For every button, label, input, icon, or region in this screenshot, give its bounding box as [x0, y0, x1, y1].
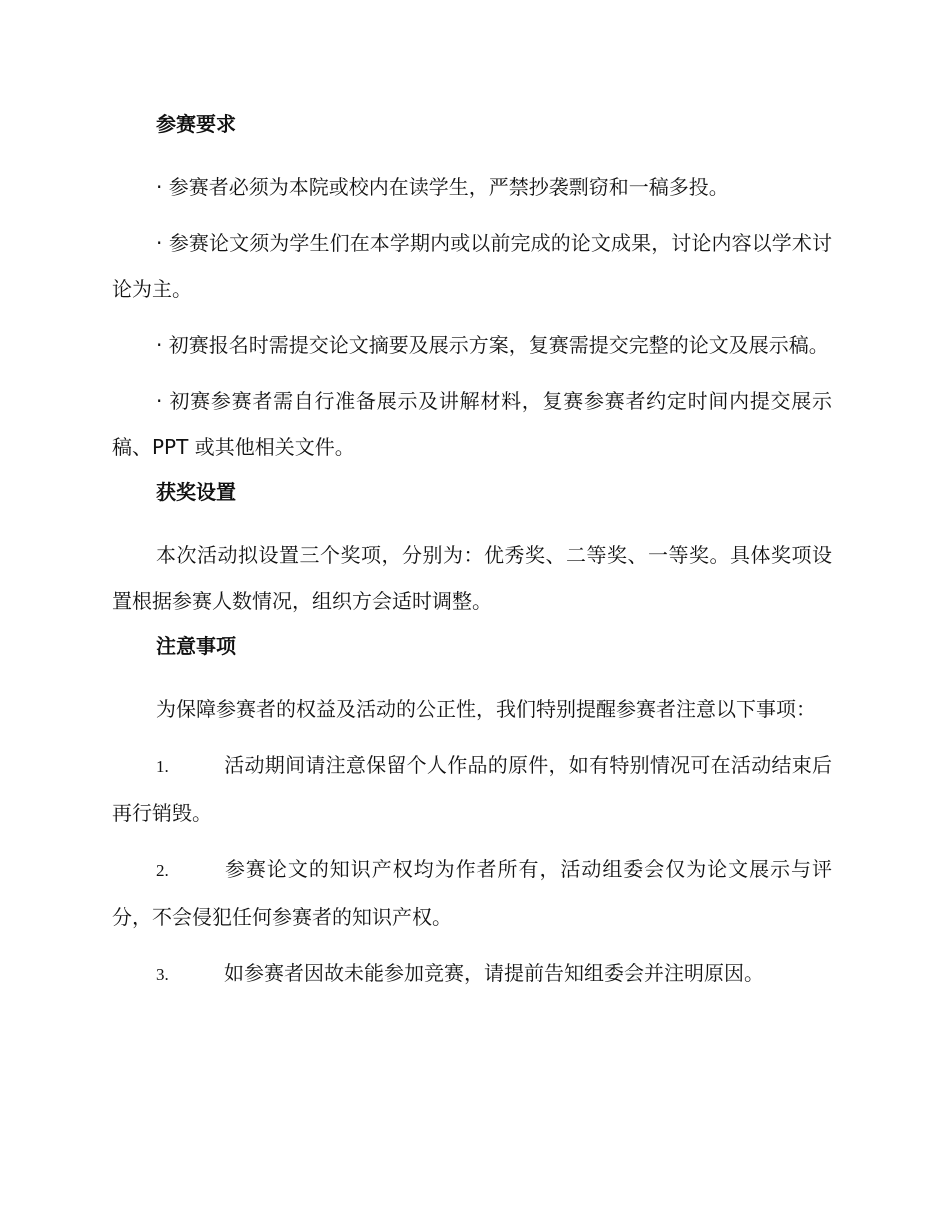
section-heading: 注意事项 — [156, 634, 236, 658]
item-number: 1. — [156, 757, 169, 776]
section-requirements — [112, 112, 832, 470]
item-text: 参赛论文的知识产权均为作者所有，活动组委会仅为论文展示与评分，不会侵犯任何参赛者的知识产权。 — [112, 857, 832, 929]
bullet-item: · 初赛参赛者需自行准备展示及讲解材料，复赛参赛者约定时间内提交展示稿、PPT 或其他相关文件。 — [112, 389, 832, 459]
bullet-item: · 参赛者必须为本院或校内在读学生，严禁抄袭剽窃和一稿多投。 — [156, 175, 729, 199]
numbered-item — [112, 742, 832, 836]
section-notes — [112, 634, 832, 998]
bullet-item: · 参赛论文须为学生们在本学期内或以前完成的论文成果，讨论内容以学术讨论为主。 — [112, 231, 832, 301]
item-text: 活动期间请注意保留个人作品的原件，如有特别情况可在活动结束后再行销毁。 — [112, 753, 832, 825]
section-heading: 获奖设置 — [156, 480, 236, 504]
item-number: 2. — [156, 861, 169, 880]
section-awards — [112, 480, 832, 624]
bullet-item: · 初赛报名时需提交论文摘要及展示方案，复赛需提交完整的论文及展示稿。 — [156, 333, 829, 357]
item-text: 如参赛者因故未能参加竞赛，请提前告知组委会并注明原因。 — [224, 961, 764, 985]
paragraph: 为保障参赛者的权益及活动的公正性，我们特别提醒参赛者注意以下事项： — [156, 697, 816, 721]
paragraph: 本次活动拟设置三个奖项，分别为：优秀奖、二等奖、一等奖。具体奖项设置根据参赛人数情况，组织方会适时调整。 — [112, 543, 832, 613]
section-heading: 参赛要求 — [156, 112, 236, 136]
numbered-item — [112, 950, 832, 998]
numbered-item — [112, 846, 832, 940]
item-number: 3. — [156, 965, 169, 984]
